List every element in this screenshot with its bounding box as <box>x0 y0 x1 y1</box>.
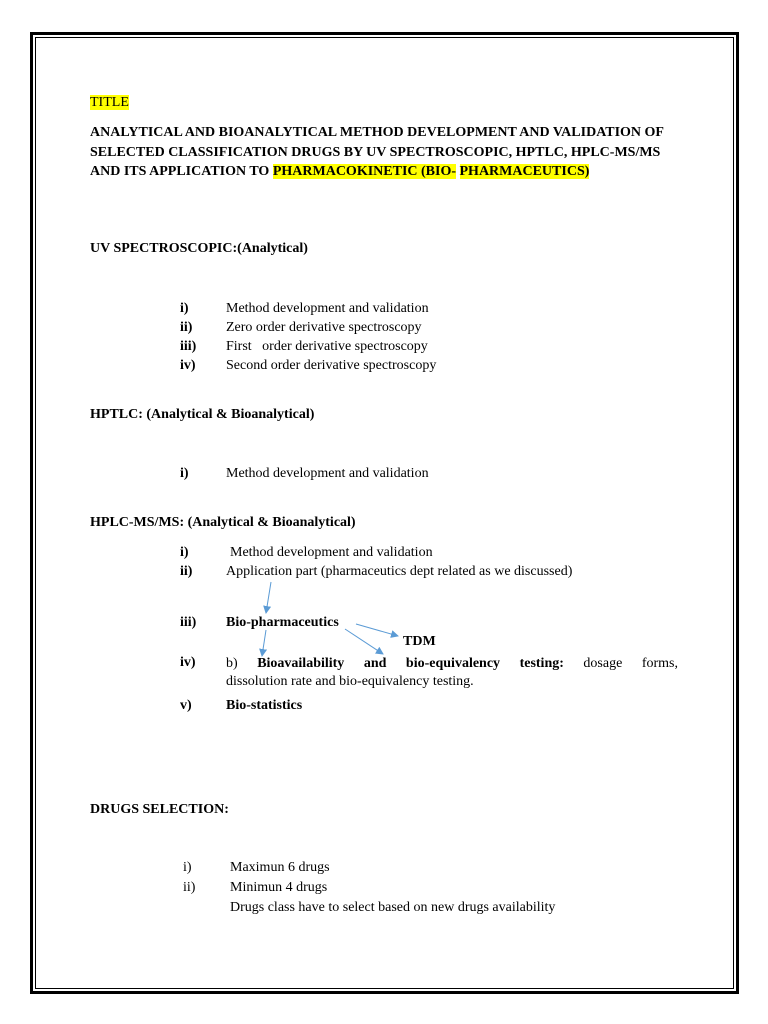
arrow-to-bioequivalency <box>345 629 383 654</box>
uv-heading: UV SPECTROSCOPIC:(Analytical) <box>90 241 308 256</box>
list-item: Method development and validation <box>230 545 433 560</box>
list-item-number: v) <box>180 698 192 713</box>
arrow-to-bioavailability <box>262 630 266 656</box>
drugs-note: Drugs class have to select based on new drugs availability <box>230 900 556 915</box>
list-item-number: i) <box>183 860 192 875</box>
list-item: Application part (pharmaceutics dept related as we discussed) <box>226 564 573 579</box>
drugs-heading: DRUGS SELECTION: <box>90 802 229 817</box>
list-item: Maximun 6 drugs <box>230 860 330 875</box>
hptlc-heading: HPTLC: (Analytical & Bioanalytical) <box>90 407 315 422</box>
list-item-number: ii) <box>180 564 193 579</box>
list-item: Method development and validation <box>226 466 429 481</box>
list-item: First order derivative spectroscopy <box>226 339 428 354</box>
list-item-number: iv) <box>180 655 196 670</box>
list-item-biopharmaceutics: Bio-pharmaceutics <box>226 615 339 630</box>
hplc-heading: HPLC-MS/MS: (Analytical & Bioanalytical) <box>90 515 356 530</box>
list-item: Zero order derivative spectroscopy <box>226 320 422 335</box>
arrow-to-biopharmaceutics <box>266 582 271 613</box>
list-item-number: ii) <box>183 880 196 895</box>
list-item: Method development and validation <box>226 301 429 316</box>
list-item-number: i) <box>180 545 189 560</box>
list-item-continuation: dissolution rate and bio-equivalency testing. <box>226 674 474 689</box>
list-item-number: ii) <box>180 320 193 335</box>
list-item-number: iv) <box>180 358 196 373</box>
list-item-biostatistics: Bio-statistics <box>226 698 303 713</box>
title-highlight-1: PHARMACOKINETIC (BIO- <box>272 164 456 179</box>
title-label: TITLE <box>90 95 129 110</box>
list-item-bioavailability: b) Bioavailability and bio-equivalency testing: dosage forms, <box>226 656 678 671</box>
title-text: ANALYTICAL AND BIOANALYTICAL METHOD DEVELOPMENT AND VALIDATION OF SELECTED CLASSIFICATION DRUGS BY UV SPECTROSCOPIC, HPTLC, HPLC-MS/MS AND ITS APPLICATION TO <box>90 125 664 179</box>
list-item-number: i) <box>180 301 189 316</box>
arrow-to-tdm <box>356 624 398 636</box>
list-item-number: i) <box>180 466 189 481</box>
list-item: Minimun 4 drugs <box>230 880 328 895</box>
title-highlight-2: PHARMACEUTICS) <box>459 164 590 179</box>
list-item-number: iii) <box>180 615 197 630</box>
list-item-number: iii) <box>180 339 197 354</box>
list-item: Second order derivative spectroscopy <box>226 358 437 373</box>
tdm-label: TDM <box>403 634 436 649</box>
